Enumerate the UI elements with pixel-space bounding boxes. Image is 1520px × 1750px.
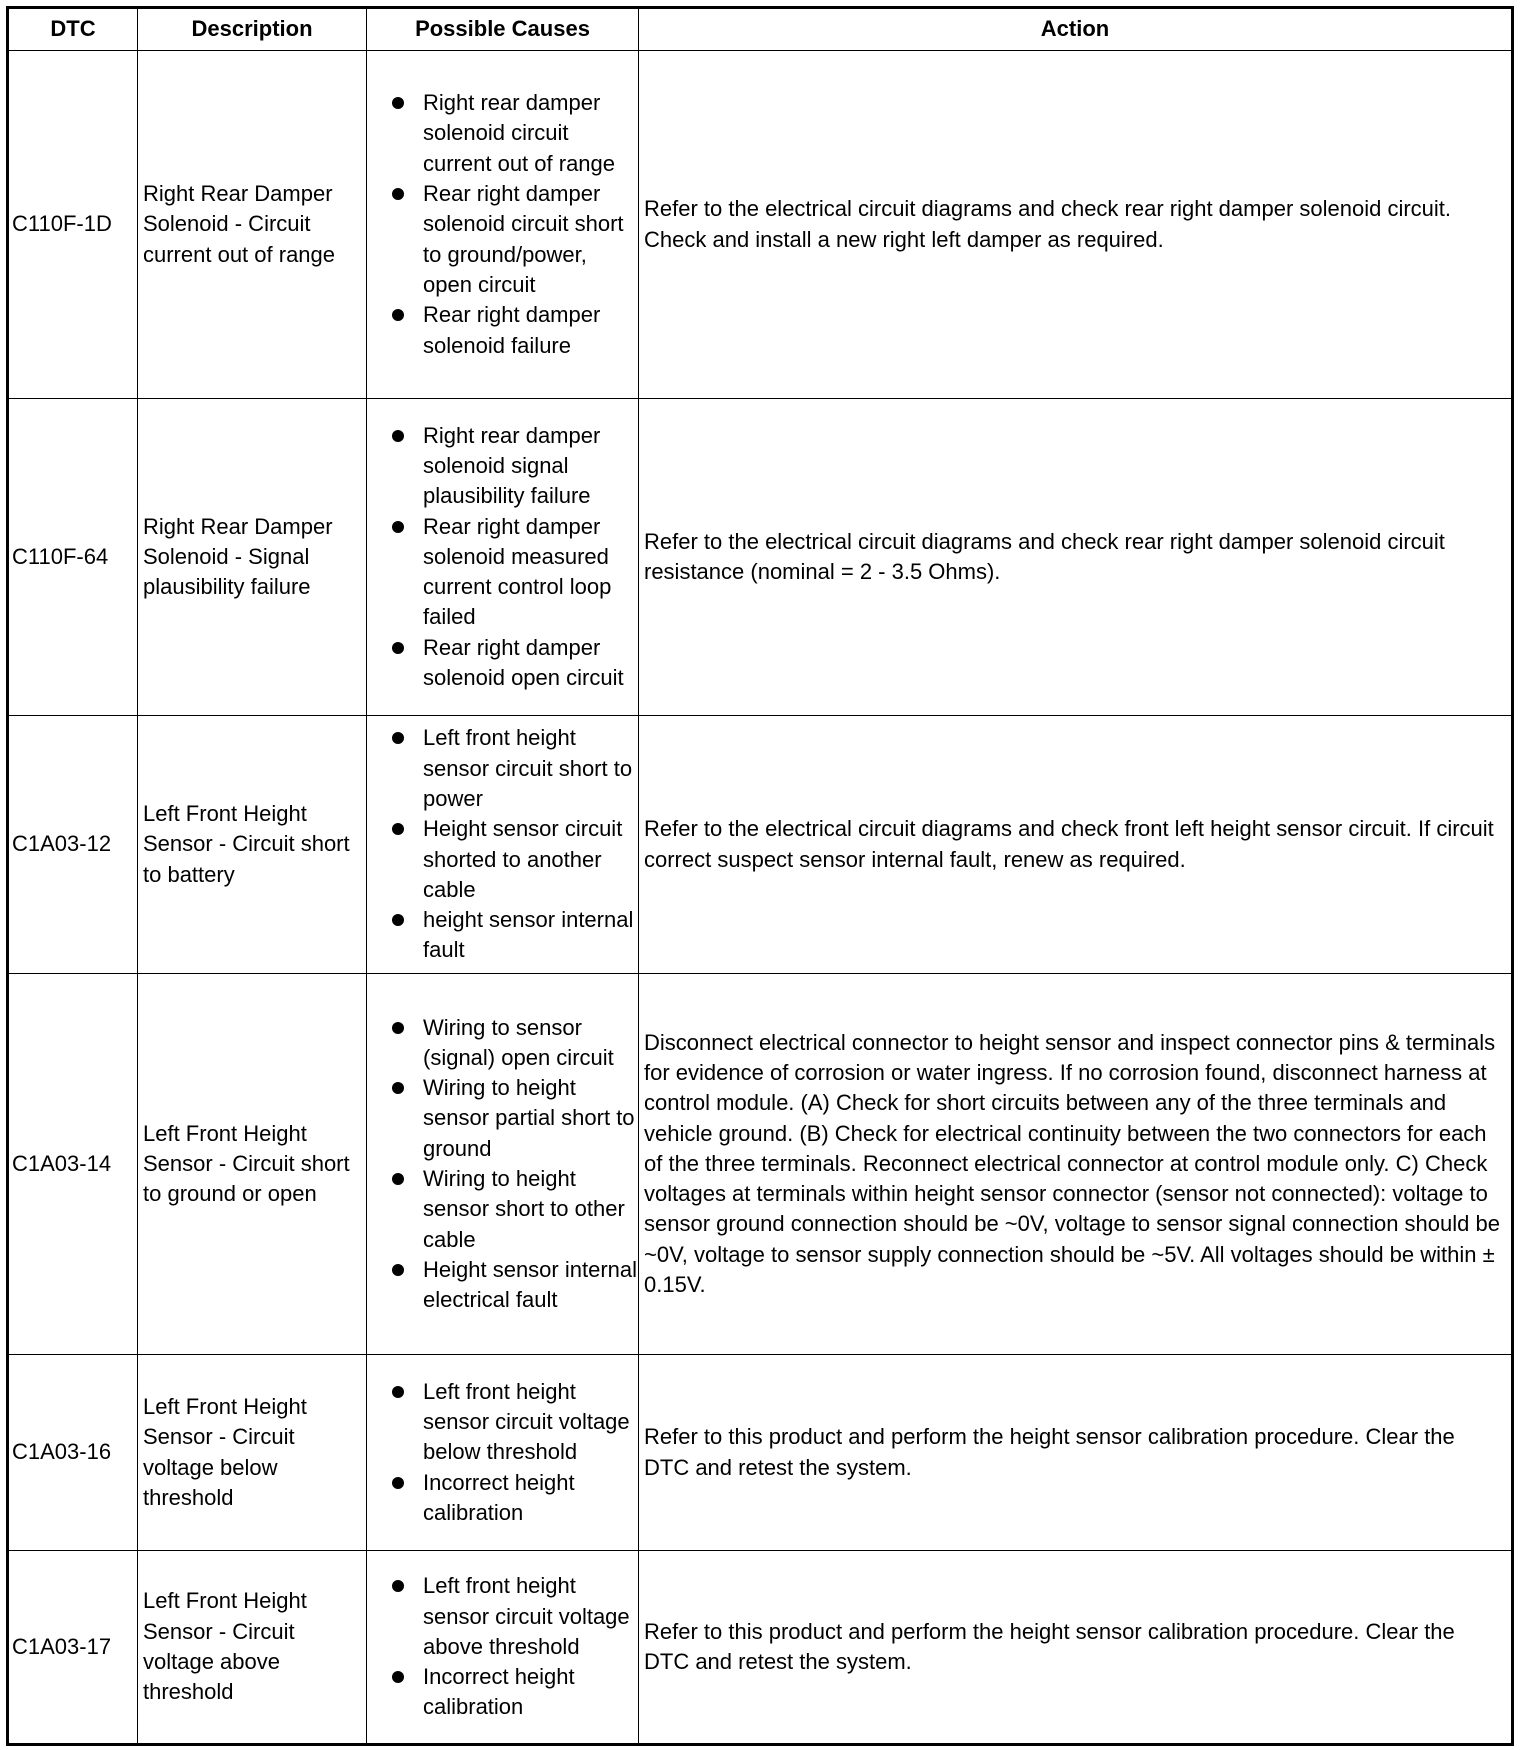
cause-item: Wiring to height sensor short to other cable [389,1164,638,1255]
dtc-code: C1A03-17 [8,1551,138,1745]
cause-list [367,1567,638,1726]
cause-item: Wiring to height sensor partial short to ground [389,1073,638,1164]
cause-item: Rear right damper solenoid open circuit [389,633,638,694]
cause-item: Right rear damper solenoid signal plausibility failure [389,421,638,512]
dtc-code: C110F-64 [8,399,138,716]
cause-item: Left front height sensor circuit voltage above threshold [389,1571,638,1662]
description: Left Front Height Sensor - Circuit voltage below threshold [138,1355,367,1551]
header-dtc: DTC [8,8,138,51]
possible-causes [367,399,639,716]
possible-causes [367,716,639,974]
description: Right Rear Damper Solenoid - Signal plausibility failure [138,399,367,716]
cause-list [367,417,638,698]
action: Refer to this product and perform the height sensor calibration procedure. Clear the DTC and retest the system. [639,1551,1513,1745]
description: Left Front Height Sensor - Circuit voltage above threshold [138,1551,367,1745]
cause-list [367,719,638,969]
possible-causes [367,1551,639,1745]
cause-item: Rear right damper solenoid circuit short to ground/power, open circuit [389,179,638,300]
description: Left Front Height Sensor - Circuit short to ground or open [138,974,367,1355]
cause-item: Height sensor internal electrical fault [389,1255,638,1316]
dtc-code: C1A03-16 [8,1355,138,1551]
cause-item: Height sensor circuit shorted to another cable [389,814,638,905]
header-description: Description [138,8,367,51]
table-row [8,51,1513,399]
cause-item: Left front height sensor circuit short to power [389,723,638,814]
action: Refer to the electrical circuit diagrams and check front left height sensor circuit. If circuit correct suspect sensor internal fault, renew as required. [639,716,1513,974]
dtc-table [6,6,1514,1746]
table-row [8,399,1513,716]
dtc-code: C110F-1D [8,51,138,399]
action: Disconnect electrical connector to height sensor and inspect connector pins & terminals for evidence of corrosion or water ingress. If no corrosion found, disconnect harness at control module. (A) Check for short circuits between any of the three terminals and vehicle ground. (B) Check for electrical continuity between the two connectors for each of the three terminals. Reconnect electrical connector at control module only. C) Check voltages at terminals within height sensor connector (sensor not connected): voltage to sensor ground connection should be ~0V, voltage to sensor signal connection should be ~0V, voltage to sensor supply connection should be ~5V. All voltages should be within ± 0.15V. [639,974,1513,1355]
dtc-code: C1A03-14 [8,974,138,1355]
header-possible-causes: Possible Causes [367,8,639,51]
cause-item: Left front height sensor circuit voltage below threshold [389,1377,638,1468]
cause-item: Incorrect height calibration [389,1662,638,1723]
header-action: Action [639,8,1513,51]
description: Right Rear Damper Solenoid - Circuit current out of range [138,51,367,399]
cause-list [367,84,638,365]
possible-causes [367,1355,639,1551]
cause-list [367,1373,638,1532]
table-row [8,1551,1513,1745]
table-row [8,1355,1513,1551]
description: Left Front Height Sensor - Circuit short to battery [138,716,367,974]
cause-list [367,1009,638,1320]
header-row [8,8,1513,51]
possible-causes [367,974,639,1355]
cause-item: height sensor internal fault [389,905,638,966]
action: Refer to this product and perform the height sensor calibration procedure. Clear the DTC and retest the system. [639,1355,1513,1551]
table-row [8,974,1513,1355]
cause-item: Rear right damper solenoid measured current control loop failed [389,512,638,633]
possible-causes [367,51,639,399]
cause-item: Rear right damper solenoid failure [389,300,638,361]
cause-item: Right rear damper solenoid circuit current out of range [389,88,638,179]
cause-item: Wiring to sensor (signal) open circuit [389,1013,638,1074]
table-row [8,716,1513,974]
dtc-code: C1A03-12 [8,716,138,974]
action: Refer to the electrical circuit diagrams and check rear right damper solenoid circuit resistance (nominal = 2 - 3.5 Ohms). [639,399,1513,716]
cause-item: Incorrect height calibration [389,1468,638,1529]
action: Refer to the electrical circuit diagrams and check rear right damper solenoid circuit. Check and install a new right left damper as required. [639,51,1513,399]
